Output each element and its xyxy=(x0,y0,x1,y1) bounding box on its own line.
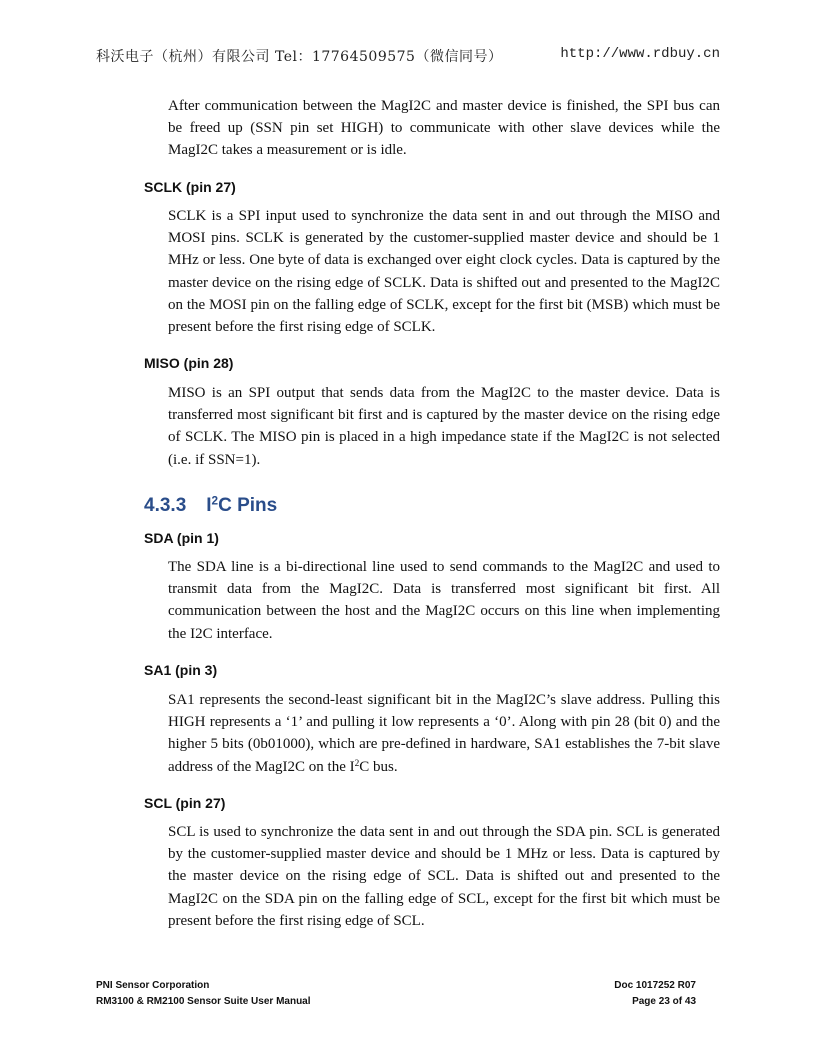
sa1-heading: SA1 (pin 3) xyxy=(144,662,218,678)
miso-heading: MISO (pin 28) xyxy=(144,355,234,371)
intro-paragraph: After communication between the MagI2C and master device is finished, the SPI bus can be freed up (SSN pin set HIGH) to communicate with other slave devices while the MagI2C takes a measurement or is idle. xyxy=(168,98,720,159)
section-title-sup: 2 xyxy=(211,494,219,508)
scl-paragraph: SCL is used to synchronize the data sent in and out through the SDA pin. SCL is generated by the customer-supplied master device and should be 1 MHz or less. Data is captured by the master device on the rising edge of SCL. Data is shifted out and presented to the MagI2C on the SDA pin on the falling edge of SCL, except for the first bit which must be present before the first rising edge of SCL. xyxy=(168,824,720,929)
section-number: 4.3.3 xyxy=(144,495,187,516)
footer-manual: RM3100 & RM2100 Sensor Suite User Manual xyxy=(96,996,311,1007)
sda-paragraph: The SDA line is a bi-directional line used to send commands to the MagI2C and used to transmit data from the MagI2C. Data is transferred most significant bit first. All communication between the host and the MagI2C occurs on this line when implementing the I2C interface. xyxy=(168,559,720,642)
section-title-suffix: C Pins xyxy=(218,495,278,516)
page-header xyxy=(96,46,720,68)
scl-heading: SCL (pin 27) xyxy=(144,795,226,811)
footer-doc: Doc 1017252 R07 xyxy=(614,980,696,991)
sclk-heading: SCLK (pin 27) xyxy=(144,179,236,195)
miso-paragraph: MISO is an SPI output that sends data from the MagI2C to the master device. Data is transferred most significant bit first and is captured by the master device on the rising edge of SCLK. The MISO pin is placed in a high impedance state if the MagI2C is not selected (i.e. if SSN=1). xyxy=(168,385,720,468)
section-title-prefix: I xyxy=(206,495,212,516)
section-title xyxy=(144,495,277,517)
sa1-text-sup: 2 xyxy=(354,758,360,769)
sa1-text-main: SA1 represents the second-least significant bit in the MagI2C’s slave address. Pulling this HIGH represents a ‘1’ and pulling it low represents a ‘0’. Along with pin 28 (bit 0) and the higher 5 bits (0b01000), which are pre-defined in hardware, SA1 establishes the 7-bit slave address of the MagI2C on the I xyxy=(168,692,720,775)
sa1-paragraph xyxy=(168,689,720,778)
header-url: http://www.rdbuy.cn xyxy=(560,46,720,62)
header-company: 科沃电子（杭州）有限公司 Tel：17764509575（微信同号） xyxy=(96,49,503,65)
sclk-paragraph: SCLK is a SPI input used to synchronize the data sent in and out through the MISO and MOSI pins. SCLK is generated by the customer-supplied master device and should be 1 MHz or less. One byte of data is exchanged over eight clock cycles. Data is captured by the master device on the rising edge of SCLK. Data is shifted out and presented to the MagI2C on the MOSI pin on the falling edge of SCLK, except for the first bit (MSB) which must be present before the first rising edge of SCLK. xyxy=(168,208,720,336)
footer-page: Page 23 of 43 xyxy=(632,996,696,1007)
sda-heading: SDA (pin 1) xyxy=(144,530,219,546)
footer-company: PNI Sensor Corporation xyxy=(96,980,210,991)
sa1-text-end: C bus. xyxy=(359,758,398,775)
